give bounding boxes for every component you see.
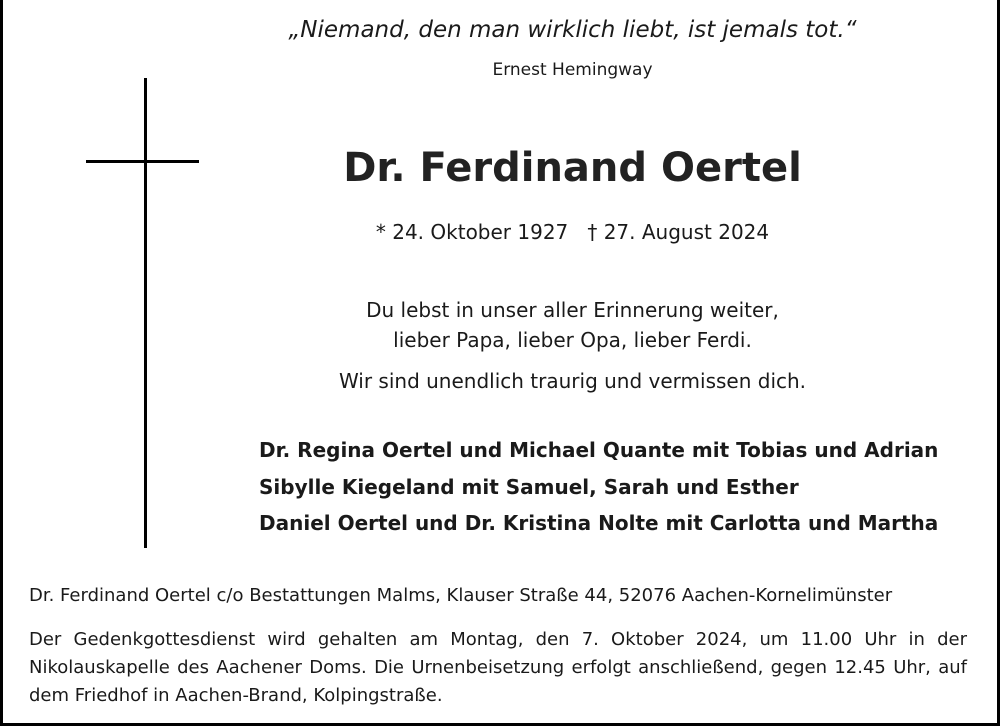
family-line: Sibylle Kiegeland mit Samuel, Sarah und Esther [259,475,799,499]
quote-author: Ernest Hemingway [492,60,653,80]
service-notice: Der Gedenkgottesdienst wird gehalten am Montag, den 7. Oktober 2024, um 11.00 Uhr in der Nikolauskapelle des Aachener Doms. Die Urnenbeisetzung erfolgt anschließend, gegen 12.45 Uhr, auf dem Friedhof in Aachen-Brand, Kolpingstraße. [29,629,967,706]
family-line: Dr. Regina Oertel und Michael Quante mit Tobias und Adrian [259,438,939,462]
verse-line: Wir sind unendlich traurig und vermissen dich. [338,369,807,393]
life-dates: * 24. Oktober 1927 † 27. August 2024 [375,220,770,244]
contact-address: Dr. Ferdinand Oertel c/o Bestattungen Malms, Klauser Straße 44, 52076 Aachen-Kornelimünster [29,585,893,606]
quote: „Niemand, den man wirklich liebt, ist jemals tot.“ [288,17,857,43]
deceased-name: Dr. Ferdinand Oertel [343,145,802,191]
family-line: Daniel Oertel und Dr. Kristina Nolte mit Carlotta und Martha [259,511,939,535]
verse-line: lieber Papa, lieber Opa, lieber Ferdi. [393,328,752,352]
verse-line: Du lebst in unser aller Erinnerung weiter, [366,298,779,322]
